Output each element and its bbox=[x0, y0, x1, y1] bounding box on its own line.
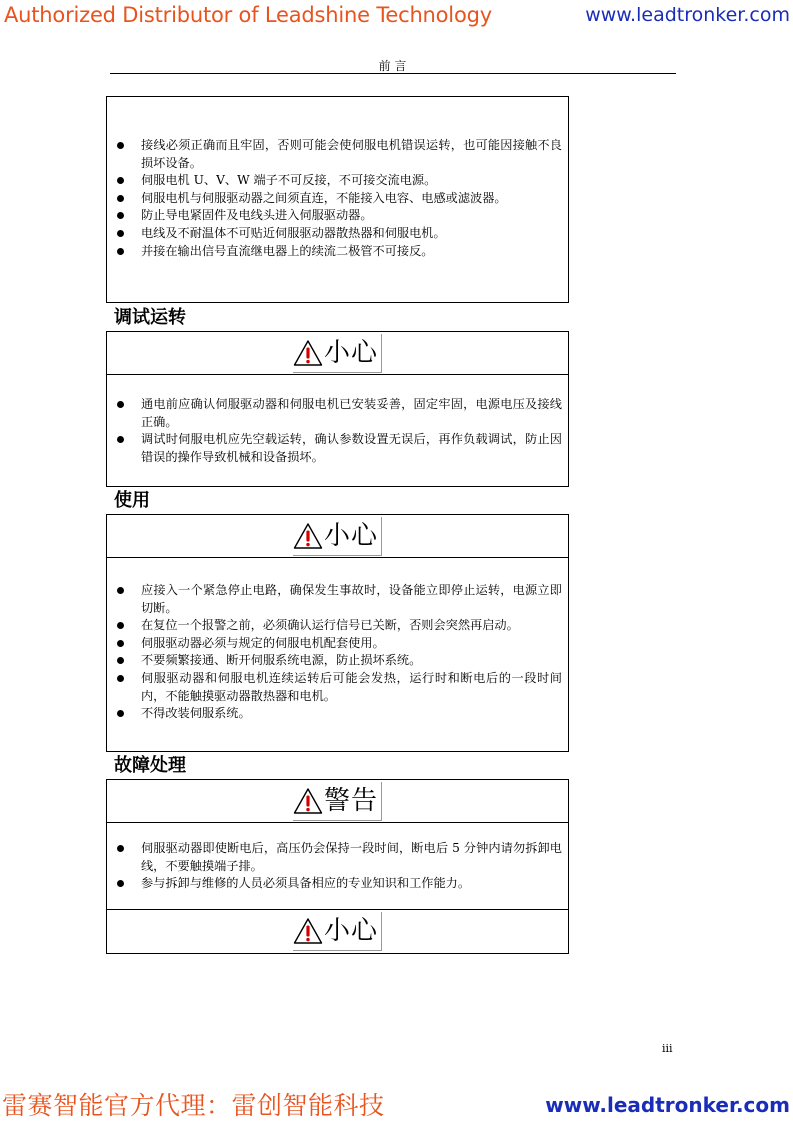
fault-warning-box bbox=[106, 779, 569, 954]
header-website-link[interactable]: www.leadtronker.com bbox=[585, 4, 790, 26]
list-item: 接线必须正确而且牢固，否则可能会使伺服电机错误运转，也可能因接触不良损坏设备。 bbox=[107, 137, 568, 172]
caution-label: 小心 bbox=[323, 520, 378, 551]
page-number: iii bbox=[662, 1042, 673, 1055]
debug-list bbox=[107, 396, 568, 466]
caution-label: 小心 bbox=[323, 337, 378, 368]
caution-label: 小心 bbox=[323, 916, 378, 946]
list-item: 伺服驱动器和伺服电机连续运转后可能会发热，运行时和断电后的一段时间内，不能触摸驱动器散热器和电机。 bbox=[107, 670, 568, 705]
list-item: 电线及不耐温体不可贴近伺服驱动器散热器和伺服电机。 bbox=[107, 225, 568, 243]
fault-list bbox=[107, 840, 568, 909]
footer-agent-text: 雷赛智能官方代理：雷创智能科技 bbox=[2, 1091, 385, 1120]
caution-header bbox=[107, 515, 568, 558]
section-title-debug: 调试运转 bbox=[114, 307, 186, 328]
warning-header bbox=[107, 780, 568, 823]
caution-header bbox=[107, 909, 568, 953]
warning-triangle-icon bbox=[293, 522, 323, 550]
list-item: 通电前应确认伺服驱动器和伺服电机已安装妥善，固定牢固，电源电压及接线正确。 bbox=[107, 396, 568, 431]
list-item: 伺服驱动器必须与规定的伺服电机配套使用。 bbox=[107, 635, 568, 653]
list-item: 应接入一个紧急停止电路，确保发生事故时，设备能立即停止运转，电源立即切断。 bbox=[107, 582, 568, 617]
list-item: 调试时伺服电机应先空载运转，确认参数设置无误后，再作负载调试，防止因错误的操作导致机械和设备损坏。 bbox=[107, 431, 568, 466]
wiring-notes-list bbox=[107, 137, 568, 260]
section-title-fault: 故障处理 bbox=[114, 755, 186, 776]
list-item: 伺服电机 U、V、W 端子不可反接，不可接交流电源。 bbox=[107, 172, 568, 190]
list-item: 参与拆卸与维修的人员必须具备相应的专业知识和工作能力。 bbox=[107, 875, 568, 893]
usage-list bbox=[107, 582, 568, 723]
wiring-notes-box bbox=[106, 96, 569, 303]
warning-label: 警告 bbox=[323, 785, 378, 816]
footer-website-link[interactable]: www.leadtronker.com bbox=[545, 1093, 790, 1117]
list-item: 在复位一个报警之前，必须确认运行信号已关断，否则会突然再启动。 bbox=[107, 617, 568, 635]
distributor-header-text: Authorized Distributor of Leadshine Technology bbox=[4, 3, 492, 27]
warning-triangle-icon bbox=[293, 787, 323, 815]
list-item: 并接在输出信号直流继电器上的续流二极管不可接反。 bbox=[107, 243, 568, 261]
list-item: 不得改装伺服系统。 bbox=[107, 705, 568, 723]
caution-header bbox=[107, 332, 568, 375]
list-item: 不要频繁接通、断开伺服系统电源，防止损坏系统。 bbox=[107, 652, 568, 670]
list-item: 伺服电机与伺服驱动器之间须直连，不能接入电容、电感或滤波器。 bbox=[107, 190, 568, 208]
running-header: 前 言 bbox=[378, 59, 407, 73]
section-title-usage: 使用 bbox=[114, 490, 150, 511]
debug-caution-box bbox=[106, 331, 569, 487]
usage-caution-box bbox=[106, 514, 569, 752]
list-item: 防止导电紧固件及电线头进入伺服驱动器。 bbox=[107, 207, 568, 225]
list-item: 伺服驱动器即使断电后，高压仍会保持一段时间，断电后 5 分钟内请勿拆卸电线，不要触摸端子排。 bbox=[107, 840, 568, 875]
warning-triangle-icon bbox=[293, 339, 323, 367]
header-rule bbox=[110, 73, 676, 74]
warning-triangle-icon bbox=[293, 917, 323, 945]
